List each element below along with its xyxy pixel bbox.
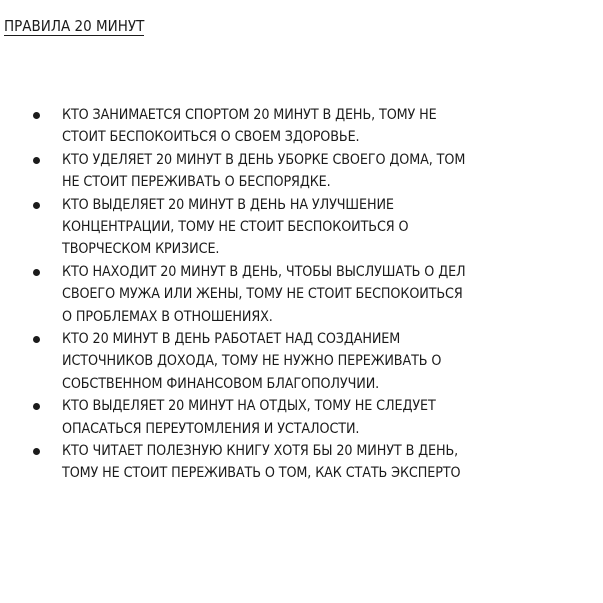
bullet-icon	[33, 202, 40, 209]
rule-text-line: СОБСТВЕННОМ ФИНАНСОВОМ БЛАГОПОЛУЧИИ.	[62, 375, 380, 392]
rule-text-line: О ПРОБЛЕМАХ В ОТНОШЕНИЯХ.	[62, 308, 273, 325]
rule-text-line: КОНЦЕНТРАЦИИ, ТОМУ НЕ СТОИТ БЕСПОКОИТЬСЯ О	[62, 219, 409, 235]
rule-text-line: СВОЕГО МУЖА ИЛИ ЖЕНЫ, ТОМУ НЕ СТОИТ БЕСПОКОИТЬСЯ	[62, 286, 463, 303]
rule-text-line: КТО УДЕЛЯЕТ 20 МИНУТ В ДЕНЬ УБОРКЕ СВОЕГО ДОМА, ТОМ	[62, 151, 466, 168]
bullet-icon	[33, 157, 40, 164]
bullet-icon	[33, 112, 40, 119]
rule-text-line: НЕ СТОИТ ПЕРЕЖИВАТЬ О БЕСПОРЯДКЕ.	[62, 174, 331, 191]
bullet-icon	[33, 336, 40, 343]
rule-text-line: КТО ВЫДЕЛЯЕТ 20 МИНУТ НА ОТДЫХ, ТОМУ НЕ СЛЕДУЕТ	[62, 398, 436, 415]
rule-text-line: ТОМУ НЕ СТОИТ ПЕРЕЖИВАТЬ О ТОМ, КАК СТАТЬ ЭКСПЕРТО	[62, 465, 461, 482]
rule-text-line: КТО ЗАНИМАЕТСЯ СПОРТОМ 20 МИНУТ В ДЕНЬ, ТОМУ НЕ	[62, 107, 437, 123]
rule-text-line: КТО ВЫДЕЛЯЕТ 20 МИНУТ В ДЕНЬ НА УЛУЧШЕНИЕ	[62, 196, 394, 213]
page-title: ПРАВИЛА 20 МИНУТ	[4, 17, 145, 35]
bullet-icon	[33, 269, 40, 276]
rule-text-line: КТО НАХОДИТ 20 МИНУТ В ДЕНЬ, ЧТОБЫ ВЫСЛУШАТЬ О ДЕЛ	[62, 263, 466, 280]
rule-text-line: ИСТОЧНИКОВ ДОХОДА, ТОМУ НЕ НУЖНО ПЕРЕЖИВАТЬ О	[62, 353, 442, 370]
rule-text-line: СТОИТ БЕСПОКОИТЬСЯ О СВОЕМ ЗДОРОВЬЕ.	[62, 129, 360, 146]
rule-text-line: ОПАСАТЬСЯ ПЕРЕУТОМЛЕНИЯ И УСТАЛОСТИ.	[62, 420, 360, 437]
rule-text-line: ТВОРЧЕСКОМ КРИЗИСЕ.	[62, 241, 220, 258]
bullet-icon	[33, 403, 40, 410]
rule-text-line: КТО 20 МИНУТ В ДЕНЬ РАБОТАЕТ НАД СОЗДАНИЕМ	[62, 331, 401, 347]
rule-text-line: КТО ЧИТАЕТ ПОЛЕЗНУЮ КНИГУ ХОТЯ БЫ 20 МИНУТ В ДЕНЬ,	[62, 443, 459, 459]
bullet-icon	[33, 448, 40, 455]
